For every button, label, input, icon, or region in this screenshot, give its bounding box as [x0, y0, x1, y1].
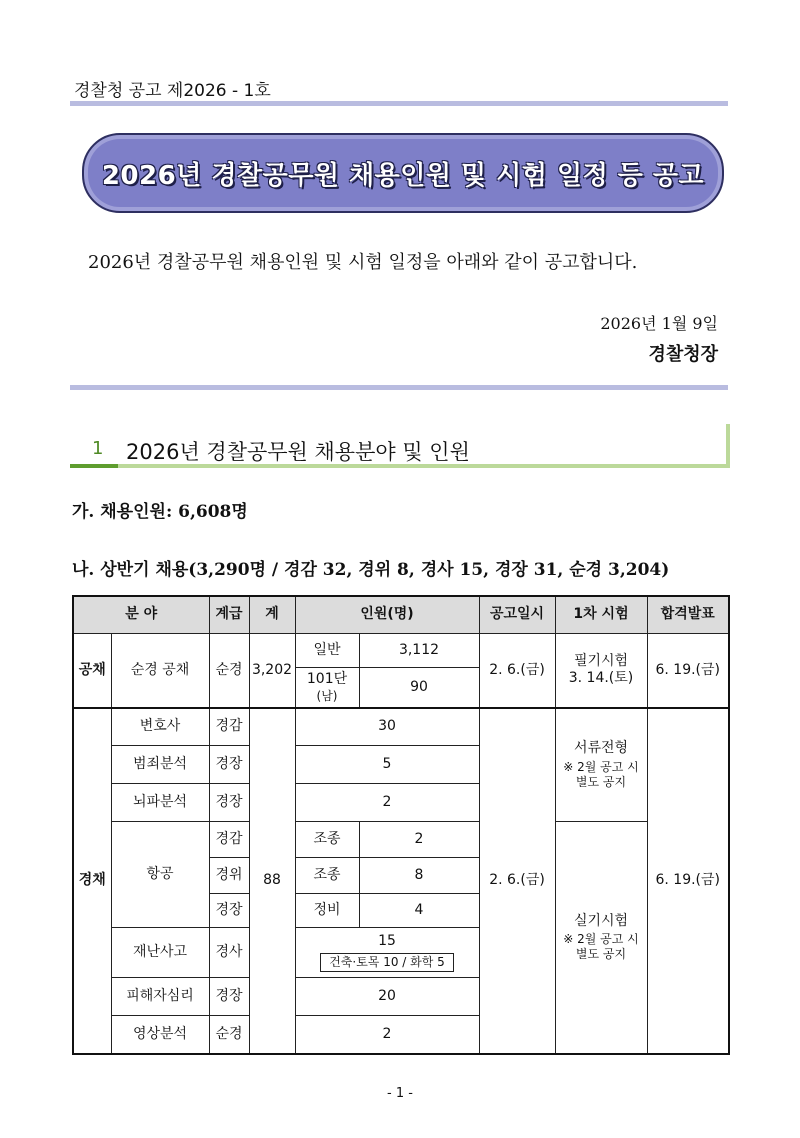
section-accent: [70, 464, 118, 468]
table-row: [73, 634, 729, 668]
header-notice-date: 공고일시: [479, 596, 555, 634]
num-victim: 20: [295, 978, 479, 1016]
header-result: 합격발표: [647, 596, 729, 634]
group-career: 경채: [73, 708, 111, 1054]
header-first-exam: 1차 시험: [555, 596, 647, 634]
exam-open-type: 필기시험: [573, 652, 629, 669]
rank-video: 순경: [209, 1016, 249, 1054]
section-right-bar: [726, 424, 730, 468]
total-open: 3,202: [249, 634, 295, 708]
sub-101-note: (남): [316, 688, 338, 703]
field-lawyer: 변호사: [111, 708, 209, 746]
rank-crime: 경장: [209, 746, 249, 784]
exam-prac-note: ※ 2월 공고 시 별도 공지: [563, 932, 639, 961]
notice-number: 경찰청 공고 제2026 - 1호: [74, 81, 271, 101]
sub-aviation-1: 조종: [295, 822, 359, 858]
sub-aviation-2: 조종: [295, 858, 359, 894]
title-banner: [82, 133, 724, 213]
table-header-row: [73, 596, 729, 634]
num-disaster-cell: [295, 928, 479, 978]
header-rank: 계급: [209, 596, 249, 634]
subsection-a: 가. 채용인원: 6,608명: [72, 502, 248, 522]
group-open: 공채: [73, 634, 111, 708]
section-heading: [70, 424, 730, 468]
field-crime: 범죄분석: [111, 746, 209, 784]
table-row: [73, 822, 729, 858]
field-aviation: 항공: [111, 822, 209, 928]
num-video: 2: [295, 1016, 479, 1054]
rank-open: 순경: [209, 634, 249, 708]
rank-disaster: 경사: [209, 928, 249, 978]
section-title: 2026년 경찰공무원 채용분야 및 인원: [126, 440, 470, 464]
header-field: 분 야: [73, 596, 209, 634]
intro-divider: [70, 385, 728, 390]
disaster-detail: 건축·토목 10 / 화학 5: [320, 953, 454, 972]
result-career: 6. 19.(금): [647, 708, 729, 1054]
rank-brain: 경장: [209, 784, 249, 822]
exam-prac: [555, 822, 647, 1054]
sub-general: 일반: [295, 634, 359, 668]
result-open: 6. 19.(금): [647, 634, 729, 708]
num-crime: 5: [295, 746, 479, 784]
issuer: 경찰청장: [648, 344, 718, 365]
notice-date-open: 2. 6.(금): [479, 634, 555, 708]
num-aviation-3: 4: [359, 894, 479, 928]
num-aviation-1: 2: [359, 822, 479, 858]
exam-doc-note: ※ 2월 공고 시 별도 공지: [563, 759, 639, 789]
table-row: [73, 708, 729, 746]
field-open: 순경 공채: [111, 634, 209, 708]
num-general: 3,112: [359, 634, 479, 668]
field-victim: 피해자심리: [111, 978, 209, 1016]
total-career: 88: [249, 708, 295, 1054]
exam-open: [555, 634, 647, 708]
num-101: 90: [359, 668, 479, 708]
subsection-b: 나. 상반기 채용(3,290명 / 경감 32, 경위 8, 경사 15, 경장 31, 순경 3,204): [72, 560, 670, 580]
exam-doc: [555, 708, 647, 822]
rank-lawyer: 경감: [209, 708, 249, 746]
exam-open-date: 3. 14.(토): [568, 670, 634, 687]
page-number: - 1 -: [387, 1086, 413, 1101]
field-video: 영상분석: [111, 1016, 209, 1054]
rank-aviation-1: 경감: [209, 822, 249, 858]
top-divider: [70, 101, 728, 106]
header-total: 계: [249, 596, 295, 634]
page-title: 2026년 경찰공무원 채용인원 및 시험 일정 등 공고: [101, 160, 705, 191]
exam-doc-type: 서류전형: [573, 740, 629, 756]
num-disaster: 15: [378, 933, 396, 950]
notice-date: 2026년 1월 9일: [600, 314, 718, 333]
field-disaster: 재난사고: [111, 928, 209, 978]
sub-aviation-3: 정비: [295, 894, 359, 928]
num-brain: 2: [295, 784, 479, 822]
recruitment-table: [72, 595, 730, 1055]
section-number: 1: [92, 438, 104, 459]
lead-text: 2026년 경찰공무원 채용인원 및 시험 일정을 아래와 같이 공고합니다.: [88, 252, 638, 273]
num-aviation-2: 8: [359, 858, 479, 894]
header-count: 인원(명): [295, 596, 479, 634]
field-brain: 뇌파분석: [111, 784, 209, 822]
exam-prac-type: 실기시험: [573, 912, 629, 929]
rank-aviation-2: 경위: [209, 858, 249, 894]
num-lawyer: 30: [295, 708, 479, 746]
rank-victim: 경장: [209, 978, 249, 1016]
sub-101: [295, 668, 359, 708]
notice-date-career: 2. 6.(금): [479, 708, 555, 1054]
sub-101-label: 101단: [306, 671, 348, 687]
rank-aviation-3: 경장: [209, 894, 249, 928]
